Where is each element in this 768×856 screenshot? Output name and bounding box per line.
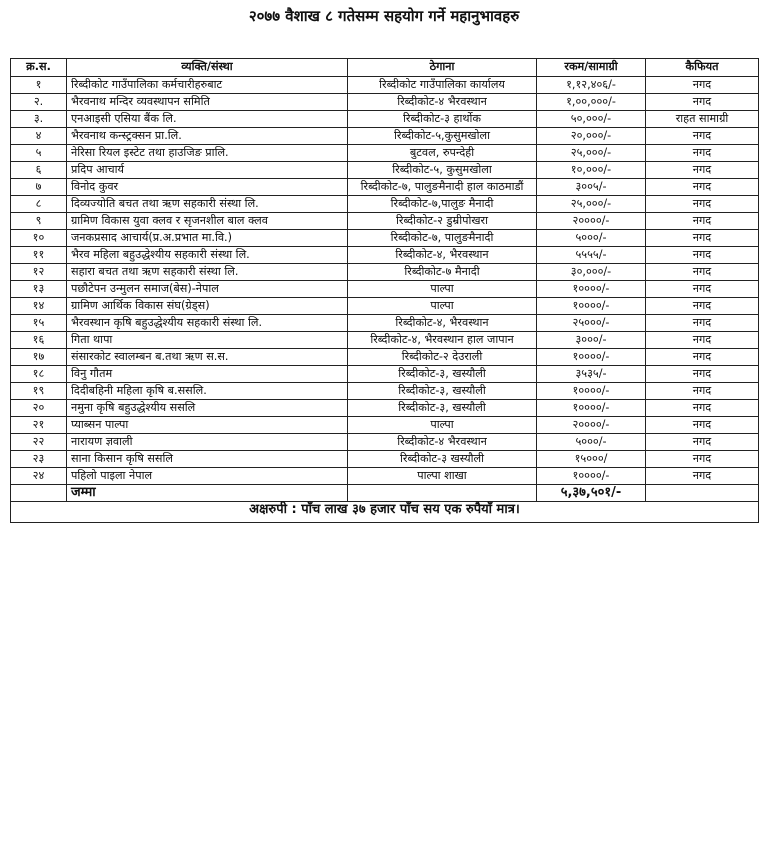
table-row bbox=[11, 128, 759, 145]
donor-name: जनकप्रसाद आचार्य(प्र.अ.प्रभात मा.वि.) bbox=[67, 230, 348, 247]
amount-in-words: अक्षरुपी : पाँच लाख ३७ हजार पाँच सय एक रुपैयाँ मात्र। bbox=[11, 502, 759, 523]
amount-cell: २५,०००/- bbox=[537, 145, 646, 162]
serial-cell: १५ bbox=[11, 315, 67, 332]
donor-name: रिब्दीकोट गाउँपालिका कर्मचारीहरुबाट bbox=[67, 77, 348, 94]
address-cell: पाल्पा bbox=[348, 417, 537, 434]
amount-cell: ३००५/- bbox=[537, 179, 646, 196]
address-cell: रिब्दीकोट-३, खस्यौली bbox=[348, 383, 537, 400]
table-row bbox=[11, 162, 759, 179]
donor-name: भैरवनाथ मन्दिर व्यवस्थापन समिति bbox=[67, 94, 348, 111]
serial-cell: १३ bbox=[11, 281, 67, 298]
donor-name: पछौटेपन उन्मुलन समाज(बेस)-नेपाल bbox=[67, 281, 348, 298]
amount-cell: २००००/- bbox=[537, 213, 646, 230]
donor-name: दिव्यज्योति बचत तथा ऋण सहकारी संस्था लि. bbox=[67, 196, 348, 213]
remark-cell: नगद bbox=[646, 247, 759, 264]
amount-cell: २०,०००/- bbox=[537, 128, 646, 145]
amount-cell: ३०००/- bbox=[537, 332, 646, 349]
remark-cell: नगद bbox=[646, 128, 759, 145]
serial-cell: १६ bbox=[11, 332, 67, 349]
serial-cell: ७ bbox=[11, 179, 67, 196]
amount-cell: ५०,०००/- bbox=[537, 111, 646, 128]
address-cell: पाल्पा bbox=[348, 298, 537, 315]
header-name: व्यक्ति/संस्था bbox=[67, 59, 348, 77]
table-row bbox=[11, 298, 759, 315]
remark-cell: नगद bbox=[646, 417, 759, 434]
address-cell: रिब्दीकोट-७, पालुङमैनादी bbox=[348, 230, 537, 247]
donor-name: विनु गौतम bbox=[67, 366, 348, 383]
amount-cell: ५०००/- bbox=[537, 230, 646, 247]
remark-cell: नगद bbox=[646, 77, 759, 94]
donor-name: भैरवनाथ कन्स्ट्रक्सन प्रा.लि. bbox=[67, 128, 348, 145]
table-row bbox=[11, 383, 759, 400]
serial-cell: ९ bbox=[11, 213, 67, 230]
address-cell: रिब्दीकोट-४, भैरवस्थान हाल जापान bbox=[348, 332, 537, 349]
table-row bbox=[11, 332, 759, 349]
amount-in-words-row bbox=[11, 502, 759, 523]
address-cell: रिब्दीकोट-३, खस्यौली bbox=[348, 366, 537, 383]
amount-cell: ३५३५/- bbox=[537, 366, 646, 383]
serial-cell: १७ bbox=[11, 349, 67, 366]
address-cell: रिब्दीकोट-३, खस्यौली bbox=[348, 400, 537, 417]
amount-cell: १००००/- bbox=[537, 400, 646, 417]
amount-cell: १५०००/ bbox=[537, 451, 646, 468]
donor-name: पहिलो पाइला नेपाल bbox=[67, 468, 348, 485]
remark-cell: नगद bbox=[646, 349, 759, 366]
serial-cell: १९ bbox=[11, 383, 67, 400]
address-cell: पाल्पा शाखा bbox=[348, 468, 537, 485]
address-cell: रिब्दीकोट-४, भैरवस्थान bbox=[348, 315, 537, 332]
address-cell: रिब्दीकोट-५,कुसुमखोला bbox=[348, 128, 537, 145]
remark-cell: नगद bbox=[646, 230, 759, 247]
donor-name: भैरव महिला बहुउद्धेश्यीय सहकारी संस्था लि. bbox=[67, 247, 348, 264]
donor-name: साना किसान कृषि ससलि bbox=[67, 451, 348, 468]
remark-cell: नगद bbox=[646, 281, 759, 298]
table-row bbox=[11, 417, 759, 434]
serial-cell: १४ bbox=[11, 298, 67, 315]
remark-cell: नगद bbox=[646, 451, 759, 468]
table-row bbox=[11, 315, 759, 332]
amount-cell: ५०००/- bbox=[537, 434, 646, 451]
donor-name: दिदीबहिनी महिला कृषि ब.ससलि. bbox=[67, 383, 348, 400]
table-row bbox=[11, 247, 759, 264]
table-row bbox=[11, 468, 759, 485]
amount-cell: १०,०००/- bbox=[537, 162, 646, 179]
table-row bbox=[11, 145, 759, 162]
address-cell: रिब्दीकोट-७, पालुङमैनादी हाल काठमाडौं bbox=[348, 179, 537, 196]
donor-name: नेरिसा रियल इस्टेट तथा हाउजिङ प्रालि. bbox=[67, 145, 348, 162]
donors-table bbox=[10, 58, 759, 523]
total-serial-cell bbox=[11, 485, 67, 502]
remark-cell: नगद bbox=[646, 332, 759, 349]
table-row bbox=[11, 111, 759, 128]
amount-cell: १,००,०००/- bbox=[537, 94, 646, 111]
amount-cell: १००००/- bbox=[537, 383, 646, 400]
table-row bbox=[11, 213, 759, 230]
table-row bbox=[11, 94, 759, 111]
serial-cell: २१ bbox=[11, 417, 67, 434]
serial-cell: २० bbox=[11, 400, 67, 417]
remark-cell: राहत सामाग्री bbox=[646, 111, 759, 128]
amount-cell: २५०००/- bbox=[537, 315, 646, 332]
address-cell: रिब्दीकोट-४, भैरवस्थान bbox=[348, 247, 537, 264]
address-cell: रिब्दीकोट-५, कुसुमखोला bbox=[348, 162, 537, 179]
table-row bbox=[11, 77, 759, 94]
serial-cell: ६ bbox=[11, 162, 67, 179]
serial-cell: २३ bbox=[11, 451, 67, 468]
table-row bbox=[11, 230, 759, 247]
serial-cell: ५ bbox=[11, 145, 67, 162]
total-address-cell bbox=[348, 485, 537, 502]
total-row bbox=[11, 485, 759, 502]
remark-cell: नगद bbox=[646, 468, 759, 485]
amount-cell: १,१२,४०६/- bbox=[537, 77, 646, 94]
table-row bbox=[11, 366, 759, 383]
donor-name: विनोद कुवर bbox=[67, 179, 348, 196]
table-row bbox=[11, 264, 759, 281]
donor-name: प्याब्सन पाल्पा bbox=[67, 417, 348, 434]
total-amount: ५,३७,५०१/- bbox=[537, 485, 646, 502]
total-remark-cell bbox=[646, 485, 759, 502]
serial-cell: १ bbox=[11, 77, 67, 94]
address-cell: रिब्दीकोट-४ भैरवस्थान bbox=[348, 94, 537, 111]
remark-cell: नगद bbox=[646, 196, 759, 213]
donor-name: ग्रामिण विकास युवा क्लव र सृजनशील बाल क्लव bbox=[67, 213, 348, 230]
address-cell: पाल्पा bbox=[348, 281, 537, 298]
remark-cell: नगद bbox=[646, 162, 759, 179]
remark-cell: नगद bbox=[646, 213, 759, 230]
donor-name: नारायण ज्ञवाली bbox=[67, 434, 348, 451]
serial-cell: १० bbox=[11, 230, 67, 247]
table-row bbox=[11, 434, 759, 451]
table-row bbox=[11, 281, 759, 298]
serial-cell: ४ bbox=[11, 128, 67, 145]
total-label: जम्मा bbox=[67, 485, 348, 502]
serial-cell: ८ bbox=[11, 196, 67, 213]
remark-cell: नगद bbox=[646, 383, 759, 400]
address-cell: रिब्दीकोट-४ भैरवस्थान bbox=[348, 434, 537, 451]
amount-cell: १००००/- bbox=[537, 281, 646, 298]
remark-cell: नगद bbox=[646, 366, 759, 383]
donor-name: संसारकोट स्वालम्बन ब.तथा ऋण स.स. bbox=[67, 349, 348, 366]
header-amount: रकम/सामाग्री bbox=[537, 59, 646, 77]
amount-cell: २००००/- bbox=[537, 417, 646, 434]
address-cell: रिब्दीकोट-२ डुम्रीपोखरा bbox=[348, 213, 537, 230]
remark-cell: नगद bbox=[646, 145, 759, 162]
address-cell: रिब्दीकोट-३ खस्यौली bbox=[348, 451, 537, 468]
address-cell: रिब्दीकोट-२ देउराली bbox=[348, 349, 537, 366]
table-row bbox=[11, 349, 759, 366]
donor-name: नमुना कृषि बहुउद्धेश्यीय ससलि bbox=[67, 400, 348, 417]
donor-name: गिता थापा bbox=[67, 332, 348, 349]
remark-cell: नगद bbox=[646, 264, 759, 281]
amount-cell: ३०,०००/- bbox=[537, 264, 646, 281]
remark-cell: नगद bbox=[646, 94, 759, 111]
donor-name: ग्रामिण आर्थिक विकास संघ(ग्रेड्स) bbox=[67, 298, 348, 315]
remark-cell: नगद bbox=[646, 434, 759, 451]
address-cell: रिब्दीकोट-३ हार्थोक bbox=[348, 111, 537, 128]
serial-cell: २. bbox=[11, 94, 67, 111]
remark-cell: नगद bbox=[646, 179, 759, 196]
header-address: ठेगाना bbox=[348, 59, 537, 77]
table-row bbox=[11, 451, 759, 468]
table-row bbox=[11, 400, 759, 417]
amount-cell: १००००/- bbox=[537, 298, 646, 315]
table-header-row bbox=[11, 59, 759, 77]
serial-cell: २२ bbox=[11, 434, 67, 451]
remark-cell: नगद bbox=[646, 298, 759, 315]
remark-cell: नगद bbox=[646, 400, 759, 417]
serial-cell: १८ bbox=[11, 366, 67, 383]
amount-cell: १००००/- bbox=[537, 349, 646, 366]
donor-name: सहारा बचत तथा ऋण सहकारी संस्था लि. bbox=[67, 264, 348, 281]
amount-cell: २५,०००/- bbox=[537, 196, 646, 213]
serial-cell: २४ bbox=[11, 468, 67, 485]
address-cell: रिब्दीकोट-७,पालुङ मैनादी bbox=[348, 196, 537, 213]
amount-cell: १००००/- bbox=[537, 468, 646, 485]
table-body bbox=[11, 77, 759, 485]
address-cell: रिब्दीकोट-७ मैनादी bbox=[348, 264, 537, 281]
address-cell: बुटवल, रुपन्देही bbox=[348, 145, 537, 162]
header-serial: क्र.स. bbox=[11, 59, 67, 77]
amount-cell: ५५५५/- bbox=[537, 247, 646, 264]
donor-name: एनआइसी एसिया बैंक लि. bbox=[67, 111, 348, 128]
table-row bbox=[11, 196, 759, 213]
serial-cell: ११ bbox=[11, 247, 67, 264]
donor-name: भैरवस्थान कृषि बहुउद्धेश्यीय सहकारी संस्था लि. bbox=[67, 315, 348, 332]
address-cell: रिब्दीकोट गाउँपालिका कार्यालय bbox=[348, 77, 537, 94]
serial-cell: १२ bbox=[11, 264, 67, 281]
serial-cell: ३. bbox=[11, 111, 67, 128]
remark-cell: नगद bbox=[646, 315, 759, 332]
donor-name: प्रदिप आचार्य bbox=[67, 162, 348, 179]
table-row bbox=[11, 179, 759, 196]
page-title: २०७७ वैशाख ८ गतेसम्म सहयोग गर्ने महानुभावहरु bbox=[248, 7, 520, 25]
header-remark: कैफियत bbox=[646, 59, 759, 77]
